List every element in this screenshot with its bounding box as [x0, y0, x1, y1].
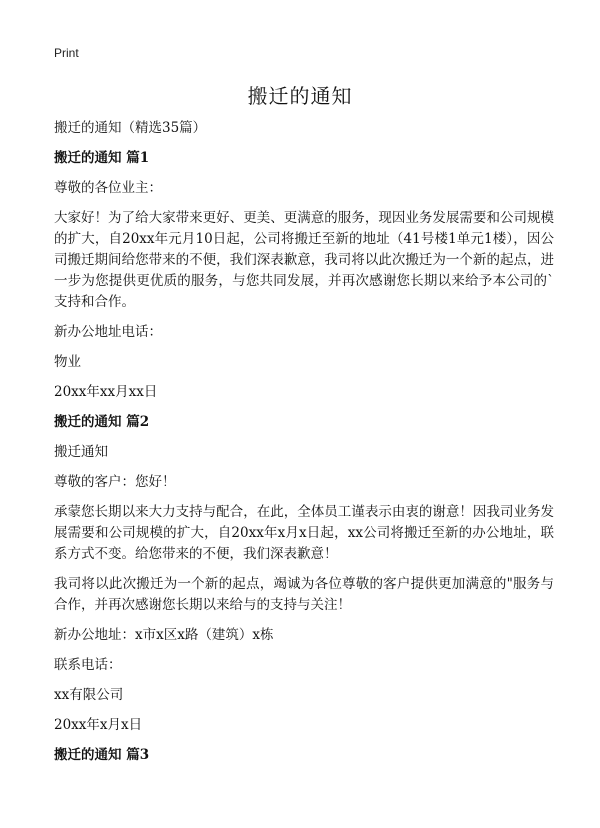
section2-greeting: 尊敬的客户：您好！: [54, 474, 176, 490]
section2-date: 20xx年x月x日: [54, 717, 143, 733]
section2-title-line: 搬迁通知: [54, 444, 108, 460]
section-heading-3: 搬迁的通知 篇3: [54, 747, 150, 763]
section2-company: xx有限公司: [54, 687, 124, 703]
page-title: 搬迁的通知: [247, 84, 353, 108]
section1-greeting: 尊敬的各位业主：: [54, 180, 162, 196]
section2-phone-line: 联系电话：: [54, 657, 122, 673]
print-label: Print: [54, 46, 79, 60]
section-heading-1: 搬迁的通知 篇1: [54, 150, 150, 166]
section1-signature: 物业: [54, 354, 81, 370]
section1-date: 20xx年xx月xx日: [54, 384, 158, 400]
section1-body: 大家好！为了给大家带来更好、更美、更满意的服务，现因业务发展需要和公司规模的扩大，自20xx年元月10日起，公司将搬迁至新的地址（41号楼1单元1楼），因公司搬迁期间给您带来的不便，我们深表歉意，我司将以此次搬迁为一个新的起点，进一步为您提供更优质的服务，与您共同发展，并再次感谢您长期以来给予本公司的`支持和合作。: [54, 210, 554, 310]
document-body: [54, 118, 554, 775]
section-heading-2: 搬迁的通知 篇2: [54, 414, 150, 430]
document-subtitle: 搬迁的通知（精选35篇）: [54, 120, 207, 136]
section2-address-line: 新办公地址：x市x区x路（建筑）x栋: [54, 627, 274, 643]
section1-phone-line: 新办公地址电话：: [54, 324, 162, 340]
section2-body-1: 承蒙您长期以来大力支持与配合，在此，全体员工谨表示由衷的谢意！因我司业务发展需要和公司规模的扩大，自20xx年x月x日起，xx公司将搬迁至新的办公地址，联系方式不变。给您带来的不便，我们深表歉意！: [54, 504, 554, 562]
section2-body-2: 我司将以此次搬迁为一个新的起点，竭诚为各位尊敬的客户提供更加满意的"服务与合作，并再次感谢您长期以来给与的支持与关注！: [54, 576, 554, 613]
